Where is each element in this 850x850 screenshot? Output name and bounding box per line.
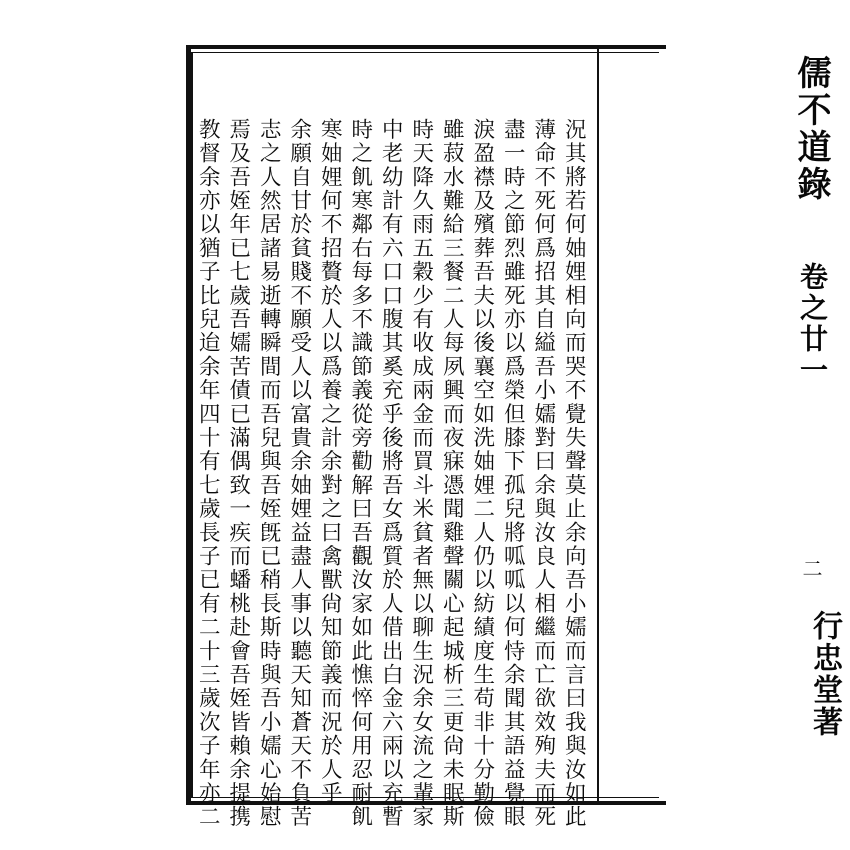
- banxin-column: [786, 0, 850, 850]
- text-column: 中老幼計有六口口腹其奚充乎後將吾女爲質於人借出白金六兩以充暫: [378, 118, 404, 829]
- text-column: 余願自甘於貧賤不願受人以富貴余妯娌益盡人事以聽天知蒼天不負苦: [286, 118, 312, 829]
- volume-label: 卷之廿一: [796, 262, 829, 386]
- text-column: 盡一時之節烈雖死亦以爲榮但膝下孤兒將呱呱以何恃余聞其語益覺眼: [500, 118, 526, 829]
- text-column: 焉及吾姪年已七歲吾嬬苦債已滿偶致一疾而蟠桃赴會吾姪皆賴余提携: [225, 118, 251, 829]
- text-column: 寒妯娌何不招贅於人以爲養之計余對之曰禽獸尙知節義而況於人乎: [317, 118, 343, 806]
- text-column: 志之人然居諸易逝轉瞬間而吾兒與吾姪旣已稍長斯時與吾小嬬心始慰: [256, 118, 282, 829]
- text-column: 薄命不死何爲招其自縊吾小嬬對曰余與汝良人相繼而亡欲效殉夫而死: [530, 118, 556, 829]
- text-column: 淚盈襟及殯葬吾夫以後襄空如洗妯娌二人仍以紡績度生苟非十分勤儉: [469, 118, 495, 829]
- text-column: 時之飢寒鄰右每多不識節義從旁勸解曰吾觀汝家如此憔悴何用忍耐飢: [347, 118, 373, 829]
- text-column: 時天降久雨五穀少有收成兩金而買斗米貧者無以聊生況余女流之輩家: [408, 118, 434, 829]
- publisher-imprint: 行忠堂著: [807, 610, 842, 738]
- body-text-block: [195, 56, 596, 829]
- text-column: 況其將若何妯娌相向而哭不覺失聲莫止余向吾小嬬而言曰我與汝如此: [561, 118, 587, 829]
- book-title: 儒不道錄: [791, 55, 831, 203]
- text-column: 雖菽水難給三餐二人每夙興而夜寐憑聞雞聲關心起城析三更尙未眠斯: [439, 118, 465, 829]
- text-column: 教督余亦以猶子比兒迨余年四十有七歲長子已有二十三歲次子年亦二: [195, 118, 221, 829]
- page-number: 二: [799, 558, 823, 578]
